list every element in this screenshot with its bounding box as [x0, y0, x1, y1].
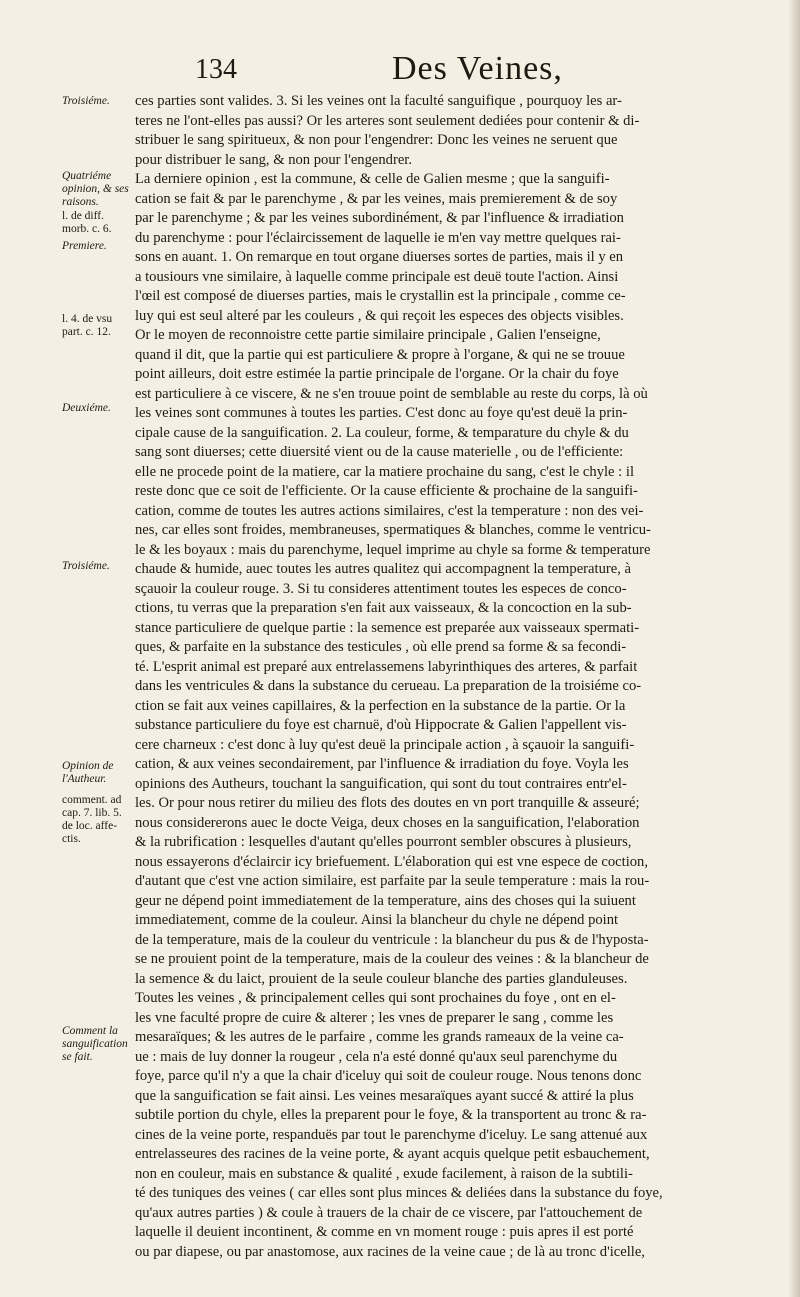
page-edge-shadow — [788, 0, 800, 1297]
margin-note: Opinion de l'Autheur. — [62, 760, 114, 785]
running-title: Des Veines, — [392, 50, 563, 87]
margin-note: comment. ad cap. 7. lib. 5. de loc. affe- ctis. — [62, 794, 122, 845]
margin-note: l. de diff. morb. c. 6. — [62, 210, 112, 235]
margin-note: Premiere. — [62, 240, 107, 252]
page-number: 134 — [195, 54, 237, 85]
margin-note: Quatriéme opinion, & ses raisons. — [62, 170, 129, 208]
margin-note: Troisiéme. — [62, 95, 110, 107]
margin-note: Deuxiéme. — [62, 402, 111, 414]
margin-notes — [0, 0, 129, 1297]
margin-note: Comment la sanguification se fait. — [62, 1025, 128, 1063]
margin-note: Troisiéme. — [62, 560, 110, 572]
margin-note: l. 4. de vsu part. c. 12. — [62, 313, 113, 338]
body-text: ces parties sont valides. 3. Si les veines ont la faculté sanguifique , pourquoy les ar- teres ne l'ont-elles pas aussi? Or les arteres sont seulement dediées pour contenir & di- stribuer le sang spiritueux, & non pour l'engendrer: Donc les veines ne seruent que pour distribuer le sang, & non pour l'engendrer. La derniere opinion , est la commune, & celle de Galien mesme ; que la sanguifi- cation se fait & par le parenchyme , & par les veines, mais premierement & de soy par le parenchyme ; & par les veines subordinément, & par l'influence & irradiation du parenchyme : pour l'éclaircissement de laquelle ie m'en vay mettre quelques rai- sons en auant. 1. On remarque en tout organe diuerses sortes de parties, mais il y en a tousiours vne similaire, à laquelle comme principale est deuë toute l'action. Ainsi l'œil est composé de diuerses parties, mais le crystallin est la principale , comme ce- luy qui est seul alteré par les couleurs , & qui reçoit les especes des objects visibles. Or le moyen de reconnoistre cette partie similaire principale , Galien l'enseigne, quand il dit, que la partie qui est particuliere & propre à l'organe, & qui ne se trouue point ailleurs, doit estre estimée la partie principale de l'organe. Or la chair du foye est particuliere à ce viscere, & ne s'en trouue point de semblable au reste du corps, là où les veines sont communes à toutes les parties. C'est donc au foye qu'est deuë la prin- cipale cause de la sanguification. 2. La couleur, forme, & temparature du chyle & du sang sont diuerses; cette diuersité vient ou de la cause materielle , ou de l'efficiente: elle ne procede point de la matiere, car la matiere prochaine du sang, c'est le chyle : il reste donc que ce soit de l'efficiente. Or la cause efficiente & prochaine de la sanguifi- cation, comme de toutes les autres actions similaires, c'est la temperature : non des vei- nes, car elles sont froides, membraneuses, spermatiques & blanches, comme le ventricu- le & les boyaux : mais du parenchyme, lequel imprime au chyle sa forme & temperature chaude & humide, auec toutes les autres qualitez qui accompagnent la temperature, à sçauoir la couleur rouge. 3. Si tu consideres attentiment toutes les especes de conco- ctions, tu verras que la preparation s'en fait aux vaisseaux, & la concoction en la sub- stance particuliere de quelque partie : la semence est preparée aux vaisseaux spermati- ques, & parfaite en la substance des testicules , où elle prend sa forme & sa fecondi- té. L'esprit animal est preparé aux entrelassemens labyrinthiques des arteres, & parfait dans les ventricules & dans la substance du cerueau. La preparation de la troisiéme co- ction se fait aux veines capillaires, & la perfection en la substance de la partie. Or la substance particuliere du foye est charnuë, d'où Hippocrate & Galien l'appellent vis- cere charneux : c'est donc à luy qu'est deuë la principale action , à sçauoir la sanguifi- cation, & aux veines secondairement, par l'influence & irradiation du foye. Voyla les opinions des Autheurs, touchant la sanguification, qui sont du tout contraires entr'el- les. Or pour nous retirer du milieu des flots des doutes en vn port tranquille & asseuré; nous considererons auec le docte Veiga, deux choses en la sanguification, l'elaboration & la rubrification : lesquelles d'autant qu'elles pourront sembler obscures à plusieurs, nous essayerons d'éclaircir icy briefuement. L'élaboration qui est vne espece de coction, d'autant que c'est vne action similaire, est parfaite par la seule temperature : mais la rou- geur ne dépend point immediatement de la temperature, ains des choses qui la suiuent immediatement, comme de la couleur. Ainsi la blancheur du chyle ne dépend point de la temperature, mais de la couleur du ventricule : la blancheur du pus & de l'hyposta- se ne prouient point de la temperature, mais de la couleur des veines : & la blancheur de la semence & du laict, prouient de la seule couleur blanche des parties glanduleuses. Toutes les veines , & principalement celles qui sont prochaines du foye , ont en el- les vne faculté propre de cuire & alterer ; les vnes de preparer le sang , comme les mesaraïques; & les autres de le parfaire , comme les grands rameaux de la veine ca- ue : mais de luy donner la rougeur , cela n'a esté donné qu'aux seul parenchyme du foye, parce qu'il n'y a que la chair d'iceluy qui soit de couleur rouge. Nous tenons donc que la sanguification se fait ainsi. Les veines mesaraïques ayant succé & attiré la plus subtile portion du chyle, elles la preparent pour le foye, & la transportent au tronc & ra- cines de la veine porte, respanduës par tout le parenchyme d'iceluy. Le sang attenué aux entrelasseures des racines de la veine porte, & ayant acquis quelque petit esbauchement, non en couleur, mais en substance & qualité , exude facilement, à raison de la subtili- té des tuniques des veines ( car elles sont plus minces & deliées dans la substance du foye, qu'aux autres parties ) & coule à trauers de la chair de ce viscere, par l'attouchement de laquelle il deuient incontinent, & comme en vn moment rouge : puis apres il est porté ou par diapese, ou par anastomose, aux racines de la veine caue ; de là au tronc d'icelle, — [135, 93, 663, 1260]
